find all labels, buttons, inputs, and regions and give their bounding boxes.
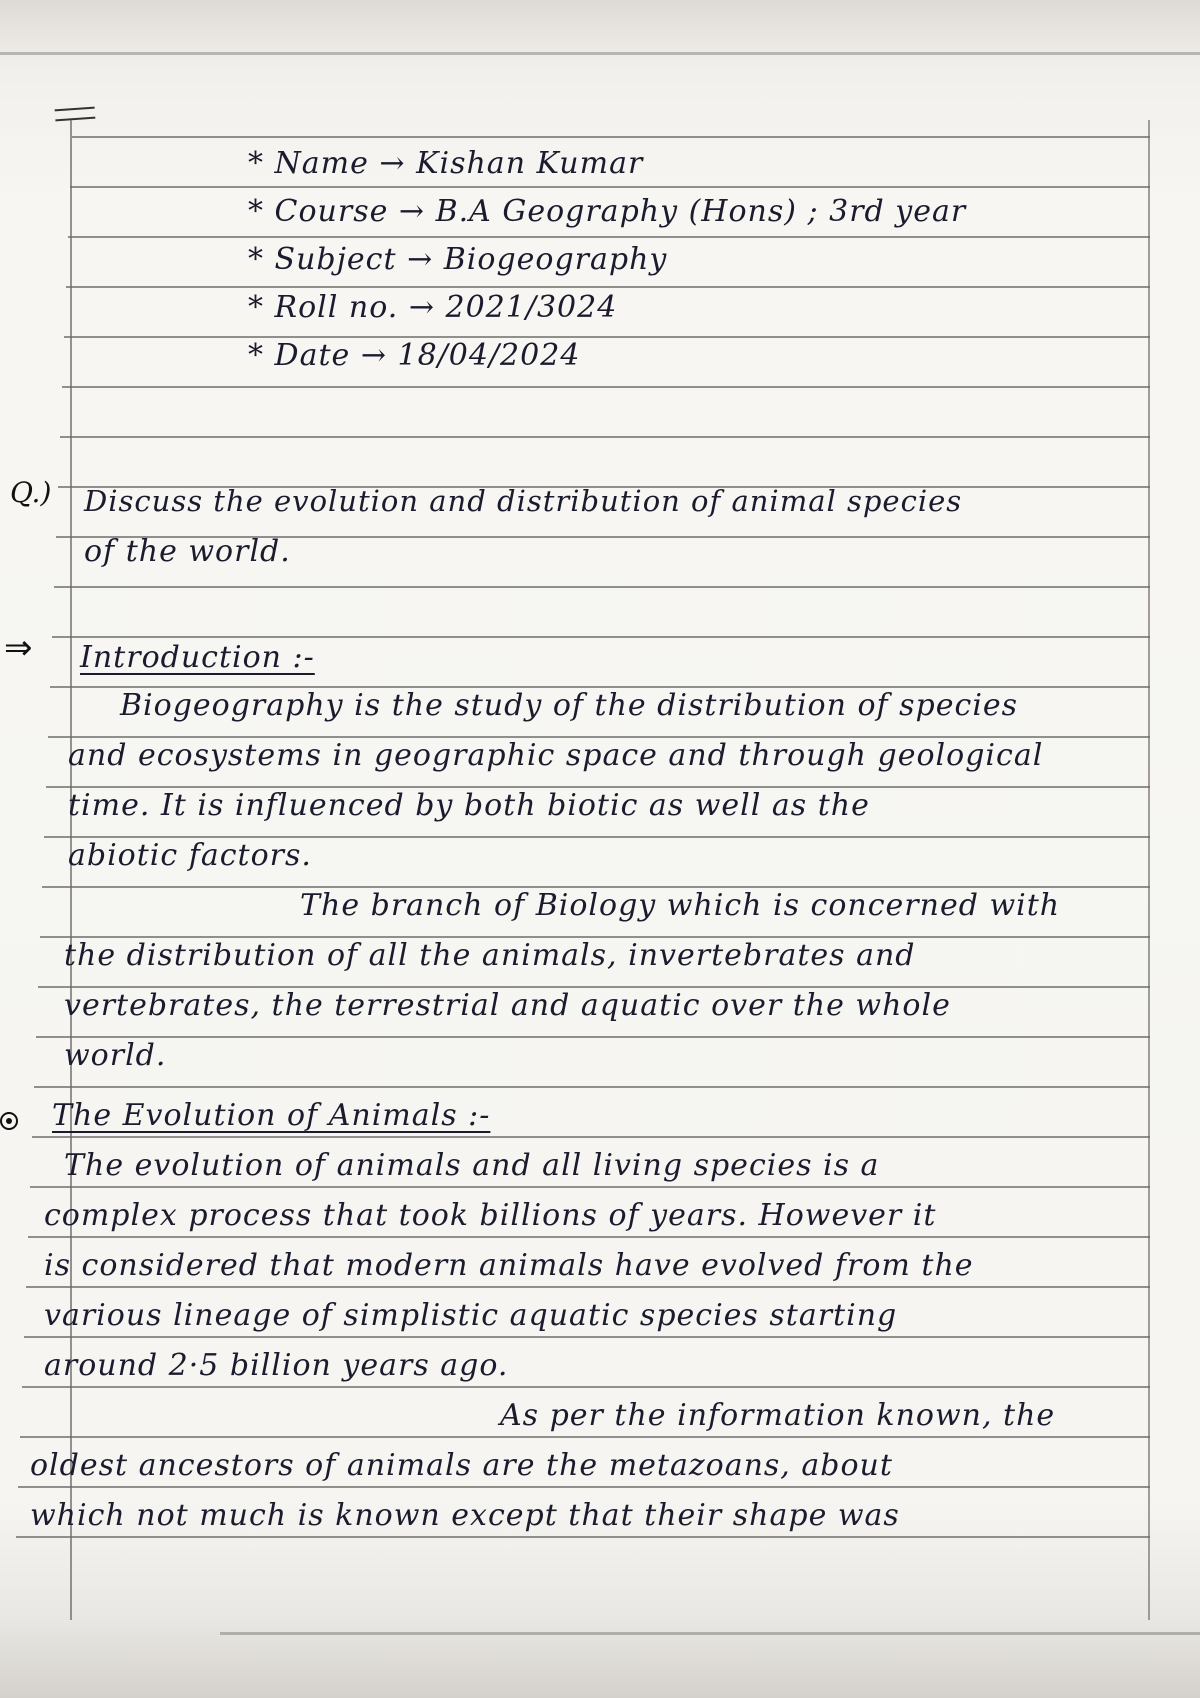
ruled-line — [64, 336, 1150, 338]
question-line-2: of the world. — [84, 534, 291, 569]
evolution-line-4: various lineage of simplistic aquatic species starting — [44, 1298, 898, 1333]
ruled-line — [66, 286, 1150, 288]
intro-line-4: abiotic factors. — [68, 838, 312, 873]
evolution-line-1: The evolution of animals and all living species is a — [64, 1148, 880, 1183]
page-bottom-edge — [220, 1632, 1200, 1635]
ruled-line — [36, 1036, 1150, 1038]
ruled-line — [54, 586, 1150, 588]
introduction-heading: Introduction :- — [80, 640, 315, 675]
subject-line: * Subject → Biogeography — [248, 242, 668, 277]
corner-mark — [55, 107, 96, 122]
ruled-line — [62, 386, 1150, 388]
right-margin-line — [1148, 120, 1150, 1620]
ruled-line — [28, 1236, 1150, 1238]
date-line: * Date → 18/04/2024 — [248, 338, 581, 373]
answer-arrow-icon: ⇒ — [4, 628, 33, 668]
evolution-line-5: around 2·5 billion years ago. — [44, 1348, 509, 1383]
ruled-line — [18, 1486, 1150, 1488]
ruled-line — [22, 1386, 1150, 1388]
question-marker: Q.) — [10, 476, 52, 509]
intro-line-5: The branch of Biology which is concerned with — [300, 888, 1061, 923]
intro-line-1: Biogeography is the study of the distribution of species — [120, 688, 1019, 723]
ruled-line — [52, 636, 1150, 638]
intro-line-7: vertebrates, the terrestrial and aquatic over the whole — [64, 988, 951, 1023]
evolution-line-3: is considered that modern animals have evolved from the — [44, 1248, 974, 1283]
evolution-line-2: complex process that took billions of years. However it — [44, 1198, 937, 1233]
ruled-line — [72, 136, 1150, 138]
question-line-1: Discuss the evolution and distribution of animal species — [84, 484, 963, 518]
ruled-line — [68, 236, 1150, 238]
page-top-edge — [0, 52, 1200, 55]
course-line: * Course → B.A Geography (Hons) ; 3rd year — [248, 194, 967, 229]
roll-number-line: * Roll no. → 2021/3024 — [248, 290, 618, 325]
ruled-line — [26, 1286, 1150, 1288]
ruled-line — [32, 1136, 1150, 1138]
ruled-line — [60, 436, 1150, 438]
intro-line-2: and ecosystems in geographic space and through geological — [68, 738, 1044, 773]
ruled-line — [20, 1436, 1150, 1438]
evolution-line-6: As per the information known, the — [500, 1398, 1056, 1433]
evolution-heading: The Evolution of Animals :- — [52, 1098, 491, 1133]
evolution-line-7: oldest ancestors of animals are the metazoans, about — [30, 1448, 893, 1483]
intro-line-6: the distribution of all the animals, invertebrates and — [64, 938, 916, 973]
ruled-line — [34, 1086, 1150, 1088]
ruled-line — [30, 1186, 1150, 1188]
ruled-line — [16, 1536, 1150, 1538]
evolution-line-8: which not much is known except that their shape was — [30, 1498, 900, 1533]
bullet-icon — [0, 1112, 18, 1130]
ruled-line — [70, 186, 1150, 188]
intro-line-8: world. — [64, 1038, 167, 1073]
ruled-line — [24, 1336, 1150, 1338]
intro-line-3: time. It is influenced by both biotic as well as the — [68, 788, 870, 823]
name-line: * Name → Kishan Kumar — [248, 146, 644, 181]
